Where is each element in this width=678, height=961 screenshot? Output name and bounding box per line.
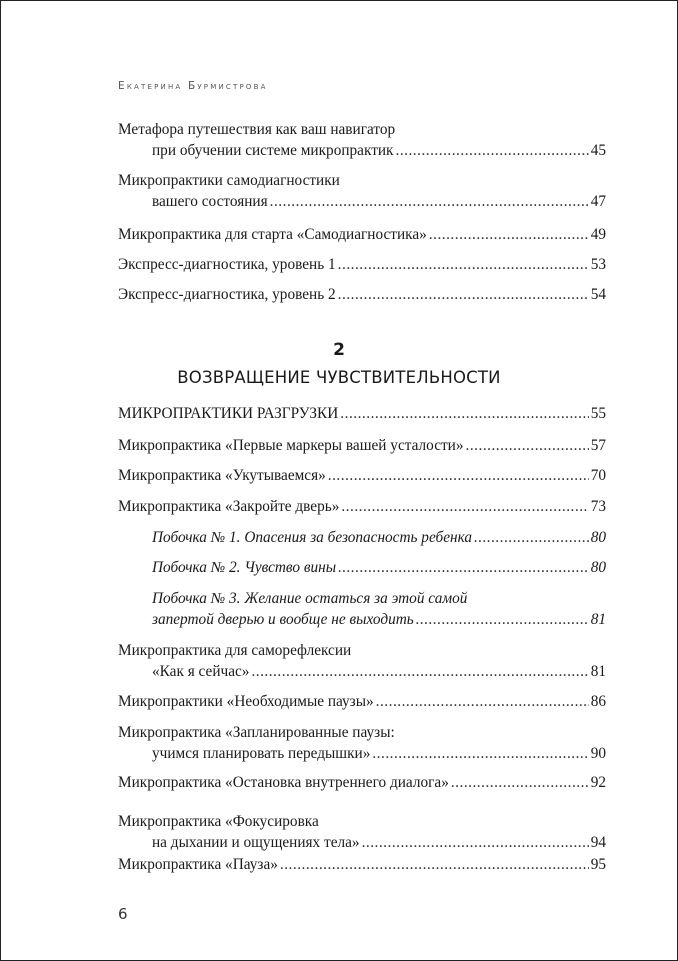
toc-entry-title: при обучении системе микропрактик <box>152 142 394 159</box>
toc-entry-title: Микропрактики самодиагностики <box>118 172 340 189</box>
toc-page-number: 54 <box>590 286 606 303</box>
toc-entry[interactable] <box>118 772 606 793</box>
dot-leader <box>338 284 589 305</box>
toc-entry-line <box>152 588 606 609</box>
toc-entry-line <box>118 496 606 517</box>
toc-entry-title: Побочка № 2. Чувство вины <box>152 559 337 576</box>
dot-leader <box>376 691 589 712</box>
toc-entry-line <box>118 224 606 245</box>
toc-page-number: 90 <box>590 745 606 762</box>
toc-entry-line <box>118 661 606 682</box>
toc-entry[interactable] <box>118 722 606 764</box>
toc-entry[interactable] <box>118 854 606 875</box>
dot-leader <box>451 772 589 793</box>
toc-page-number: 95 <box>590 856 606 873</box>
toc-entry-title: Экспресс-диагностика, уровень 1 <box>118 256 336 273</box>
toc-entry-line <box>118 254 606 275</box>
toc-page-number: 70 <box>590 467 606 484</box>
toc-entry[interactable] <box>118 465 606 486</box>
toc-entry-title: запертой дверью и вообще не выходить <box>152 611 414 628</box>
toc-page-number: 92 <box>590 774 606 791</box>
dot-leader <box>416 609 589 630</box>
toc-entry-line <box>118 743 606 764</box>
toc-entry-line <box>152 609 606 630</box>
dot-leader <box>362 832 589 853</box>
toc-entry-title: Побочка № 3. Желание остаться за этой самой <box>152 590 468 607</box>
toc-page-number: 53 <box>590 256 606 273</box>
toc-entry-title: Микропрактика «Укутываемся» <box>118 467 326 484</box>
toc-page-number: 73 <box>590 498 606 515</box>
toc-entry[interactable] <box>118 811 606 853</box>
toc-entry[interactable] <box>118 403 606 424</box>
toc-entry-line <box>118 170 606 191</box>
dot-leader <box>466 435 589 456</box>
toc-entry[interactable] <box>152 557 606 578</box>
toc-entry-line <box>118 403 606 424</box>
toc-entry-title: Микропрактики «Необходимые паузы» <box>118 693 374 710</box>
toc-entry-title: Микропрактика «Закройте дверь» <box>118 498 340 515</box>
toc-entry[interactable] <box>118 691 606 712</box>
toc-entry-line <box>118 811 606 832</box>
toc-entry-title: на дыхании и ощущениях тела» <box>152 834 360 851</box>
toc-entry-line <box>118 722 606 743</box>
chapter-title: ВОЗВРАЩЕНИЕ ЧУВСТВИТЕЛЬНОСТИ <box>177 368 501 387</box>
running-head: Екатерина Бурмистрова <box>118 80 268 92</box>
toc-entry-title: Микропрактика «Фокусировка <box>118 813 319 830</box>
toc-entry-line <box>118 832 606 853</box>
dot-leader <box>251 661 588 682</box>
toc-entry-title: «Как я сейчас» <box>152 663 250 680</box>
toc-entry-line <box>118 691 606 712</box>
toc-entry-line <box>118 119 606 140</box>
toc-entry-line <box>118 772 606 793</box>
toc-entry-title: МИКРОПРАКТИКИ РАЗГРУЗКИ <box>118 405 339 422</box>
dot-leader <box>280 854 589 875</box>
toc-page-number: 57 <box>590 437 606 454</box>
toc-page-number: 80 <box>590 559 606 576</box>
toc-entry-title: вашего состояния <box>152 193 268 210</box>
toc-entry-title: учимся планировать передышки» <box>152 745 371 762</box>
toc-entry-title: Метафора путешествия как ваш навигатор <box>118 121 396 138</box>
toc-entry-title: Экспресс-диагностика, уровень 2 <box>118 286 336 303</box>
dot-leader <box>328 465 589 486</box>
toc-entry[interactable] <box>118 284 606 305</box>
toc-entry[interactable] <box>118 170 606 212</box>
toc-page-number: 55 <box>590 405 606 422</box>
chapter-number: 2 <box>333 340 345 360</box>
page-number: 6 <box>118 905 128 923</box>
toc-entry[interactable] <box>152 527 606 548</box>
toc-page-number: 81 <box>590 611 606 628</box>
toc-entry-title: Микропрактика «Первые маркеры вашей усталости» <box>118 437 464 454</box>
dot-leader <box>396 140 589 161</box>
toc-entry-line <box>118 284 606 305</box>
toc-entry-line <box>118 640 606 661</box>
toc-entry-line <box>118 191 606 212</box>
toc-entry-title: Микропрактика для старта «Самодиагностика» <box>118 226 427 243</box>
toc-entry-line <box>118 465 606 486</box>
toc-entry-title: Микропрактика «Пауза» <box>118 856 278 873</box>
toc-page-number: 80 <box>590 529 606 546</box>
dot-leader <box>372 743 588 764</box>
toc-entry-line <box>118 854 606 875</box>
dot-leader <box>338 254 589 275</box>
toc-entry[interactable] <box>118 254 606 275</box>
toc-entry-line <box>118 435 606 456</box>
dot-leader <box>341 496 588 517</box>
toc-entry[interactable] <box>152 588 606 630</box>
toc-page-number: 49 <box>590 226 606 243</box>
toc-page-number: 86 <box>590 693 606 710</box>
toc-entry[interactable] <box>118 640 606 682</box>
toc-entry[interactable] <box>118 435 606 456</box>
dot-leader <box>270 191 589 212</box>
dot-leader <box>429 224 589 245</box>
toc-entry-line <box>152 527 606 548</box>
toc-entry-title: Побочка № 1. Опасения за безопасность ребенка <box>152 529 473 546</box>
toc-entry-title: Микропрактика «Запланированные паузы: <box>118 724 395 741</box>
dot-leader <box>340 403 588 424</box>
toc-entry-line <box>152 557 606 578</box>
dot-leader <box>474 527 589 548</box>
toc-page-number: 47 <box>590 193 606 210</box>
toc-entry-title: Микропрактика для саморефлексии <box>118 642 352 659</box>
toc-page-number: 81 <box>590 663 606 680</box>
toc-page-number: 94 <box>590 834 606 851</box>
toc-entry[interactable] <box>118 119 606 161</box>
toc-page-number: 45 <box>590 142 606 159</box>
toc-entry-title: Микропрактика «Остановка внутреннего диалога» <box>118 774 449 791</box>
toc-entry-line <box>118 140 606 161</box>
toc-entry[interactable] <box>118 496 606 517</box>
toc-entry[interactable] <box>118 224 606 245</box>
dot-leader <box>338 557 589 578</box>
